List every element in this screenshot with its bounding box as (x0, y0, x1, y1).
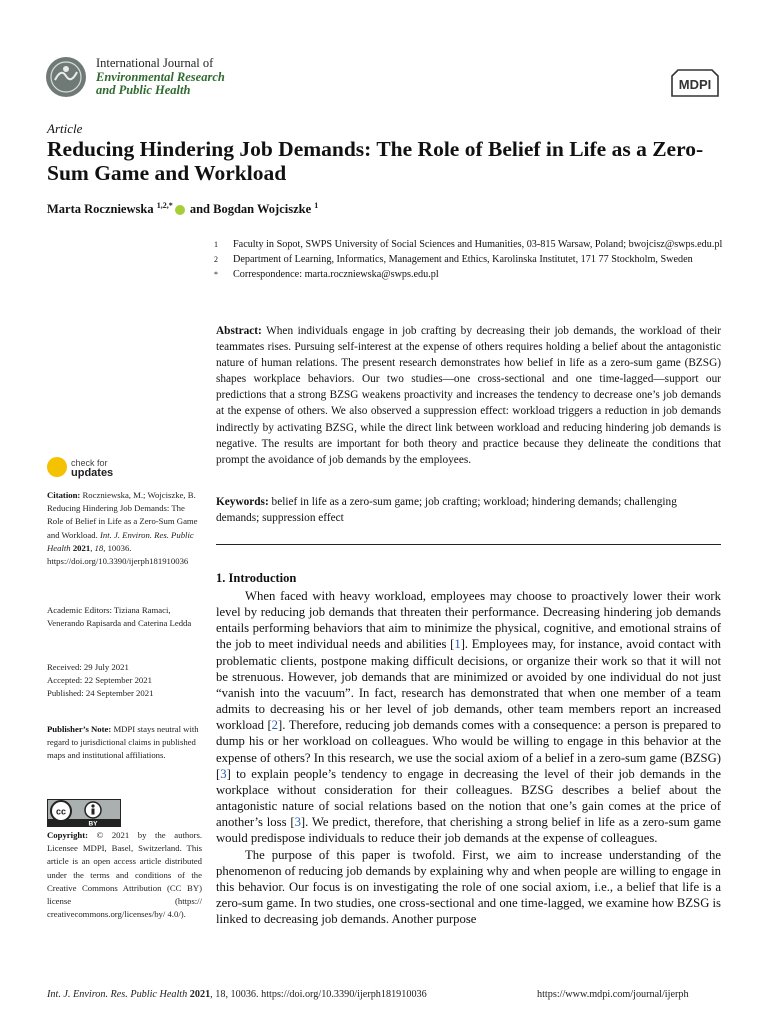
citation-ref-link[interactable]: 3 (220, 766, 227, 781)
article-type: Article (47, 121, 83, 136)
cc-label: cc (55, 806, 67, 817)
journal-name-line2: Environmental Research (96, 69, 225, 84)
intro-paragraph (216, 588, 721, 847)
keywords-label: Keywords: (216, 496, 269, 508)
affiliation-text: Faculty in Sopot, SWPS University of Social Sciences and Humanities, 03-815 Warsaw, Poland; bwojcisz@swps.edu.pl (233, 239, 723, 250)
text-run: ]. Employees may, for instance, avoid contact with problematic clients, postpone making difficult decisions, or organize their work so that it will not be strenuous. However, job demands that are minimized or avoided by one individual do not just “vanish into the vacuum”. In fact, research has demonstrated that when one member of a team admits to decreasing his or her level of job demands, other team members report an increased workload [ (216, 637, 722, 733)
publisher-note-text: MDPI stays neutral with regard to jurisdictional claims in published maps and institutional affiliations. (47, 724, 199, 761)
affiliation-number: 1 (214, 240, 218, 249)
citation-block: Citation: Roczniewska, M.; Wojciszke, B. Reducing Hindering Job Demands: The Role of Belief in Life as a Zero-Sum Game and Workload. Int. J. Environ. Res. Public Health 2021, 18, 10036. https://doi.org/10.3390/ijerph181910036 (47, 490, 198, 567)
footer-journal-url[interactable]: https://www.mdpi.com/journal/ijerph (537, 989, 689, 1000)
footer-journal: Int. J. Environ. Res. Public Health (47, 989, 188, 1000)
footer-year: 2021 (189, 989, 211, 1000)
citation-doi-link[interactable]: 10036. https://doi.org/10.3390/ijerph181910036 (47, 542, 189, 567)
orcid-icon[interactable] (175, 205, 185, 215)
citation-volume: 18 (94, 542, 104, 553)
citation-journal: Int. J. Environ. Res. Public Health (47, 529, 194, 553)
section-divider (216, 544, 721, 545)
publisher-note-label: Publisher’s Note: (47, 724, 112, 734)
dates-block (47, 661, 202, 701)
author-name[interactable]: Marta Roczniewska (47, 202, 154, 217)
affiliation-text: Correspondence: marta.roczniewska@swps.edu.pl (233, 268, 439, 280)
author-name[interactable]: Bogdan Wojciszke (213, 202, 312, 217)
copyright-text: © 2021 by the authors. Licensee MDPI, Basel, Switzerland. This article is an open access article distributed under the terms and conditions of the Creative Commons Attribution (CC BY) license (https:// creativecommons.org/licenses/by/ 4.0/). (47, 830, 202, 920)
journal-name (96, 57, 225, 98)
author-and: and (189, 202, 210, 217)
keywords-text: belief in life as a zero-sum game; job crafting; workload; hindering demands; challenging demands; suppression effect (216, 496, 677, 524)
section-heading: 1. Introduction (216, 571, 297, 585)
abstract (216, 323, 721, 468)
text-run: ] to explain people’s tendency to engage in decreasing the level of their job demands in the workplace without consideration for their colleagues. BZSG describes a belief about the antagonistic nature of social relations based on the notion that one’s gain comes at the price of another’s loss [ (216, 766, 721, 830)
introduction-text (216, 588, 721, 927)
published-date: Published: 24 September 2021 (47, 688, 154, 699)
check-updates-line1: check for (71, 458, 108, 468)
citation-ref-link[interactable]: 1 (454, 637, 461, 652)
abstract-text: When individuals engage in job crafting by decreasing their job demands, the workload of their teammates rises. Pursuing self-interest at the expense of others requires holding a belief about the antagonistic nature of human relations. The present research demonstrates how belief in life as a zero-sum game (BZSG) shapes workplace behaviors. Our two studies—one cross-sectional and one time-lagged—support our predictions that a strong BZSG weakens proactivity and increases the tendency to decrease one’s job demands at the expense of others. We also observed a suppression effect: workload triggers a reduction in job demands indirectly by activating BZSG, while the direct link between workload and reducing hindering job demands is negative. The results are important for both theory and practice because they delineate the conditions that prompt the avoidance of job demands by the employees. (216, 325, 721, 466)
author-list (47, 201, 318, 217)
cc-by-license-icon[interactable] (47, 799, 121, 827)
accepted-date: Accepted: 22 September 2021 (47, 675, 152, 686)
received-date: Received: 29 July 2021 (47, 662, 129, 672)
affiliation-number: 2 (214, 254, 218, 264)
footer-citation (47, 989, 427, 1000)
copyright-label: Copyright: (47, 830, 89, 840)
citation-label: Citation: (47, 490, 81, 500)
academic-editors: Academic Editors: Tiziana Ramaci, Venerando Rapisarda and Caterina Ledda (47, 605, 192, 629)
article-title: Reducing Hindering Job Demands: The Role of Belief in Life as a Zero-Sum Game and Workload (47, 137, 704, 185)
affiliation-item (214, 268, 724, 282)
journal-name-line1: International Journal of (96, 56, 214, 70)
citation-ref-link[interactable]: 2 (271, 718, 279, 733)
copyright-block (47, 829, 202, 921)
text-run: ]. We predict, therefore, that cherishing a strong belief in life as a zero-sum game would predispose individuals to reduce their job demands at the expense of colleagues. (216, 815, 722, 846)
text-run: ]. Therefore, reducing job demands comes with a consequence: a person is prepared to dump his or her workload on colleagues. Who would be willing to engage in this behavior at the expense of others? In this research, we use the social axiom of a belief in a zero-sum game (BZSG) [ (216, 718, 721, 781)
intro-paragraph: The purpose of this paper is twofold. First, we aim to increase understanding of the phenomenon of reducing job demands by explaining why and when people are willing to engage in this behavior. Our focus is on investigating the role of one social axiom, i.e., a belief that life is a zero-sum game. In two studies, one cross-sectional and one time-lagged, we examine how BZSG is linked to decreasing job demands. Another purpose (216, 847, 721, 927)
affiliation-number: * (214, 269, 218, 279)
author-affil-sup: 1,2,* (156, 201, 173, 210)
check-updates-line2: updates (71, 467, 114, 479)
affiliation-text: Department of Learning, Informatics, Management and Ethics, Karolinska Institutet, 171 77 Stockholm, Sweden (233, 253, 693, 265)
check-for-updates-button[interactable] (47, 457, 167, 479)
journal-name-line3: and Public Health (96, 83, 191, 97)
mdpi-logo-icon (668, 62, 722, 102)
cc-by-label: BY (88, 820, 98, 827)
author-affil-sup: 1 (314, 201, 319, 210)
text-run: When faced with heavy workload, employees may choose to proactively lower their work level by reducing job demands that threaten their performance. Decreasing hindering job demands entails performing behaviors that aim to minimize the physical, cognitive, and emotional strains of the job to meet individual needs and abilities [ (216, 589, 721, 652)
affiliations (214, 238, 724, 282)
check-updates-icon (47, 457, 67, 477)
citation-text: Roczniewska, M.; Wojciszke, B. Reducing Hindering Job Demands: The Role of Belief in Life as a Zero-Sum Game and Workload. (47, 490, 198, 540)
citation-year: 2021 (72, 542, 91, 553)
journal-logo-icon (45, 56, 87, 98)
footer-doi-link[interactable]: , 18, 10036. https://doi.org/10.3390/ijerph181910036 (210, 989, 427, 1000)
abstract-label: Abstract: (216, 325, 262, 337)
affiliation-item (214, 253, 724, 267)
publisher-note (47, 723, 202, 763)
publisher-name: MDPI (678, 77, 712, 92)
citation-ref-link[interactable]: 3 (294, 815, 301, 830)
check-updates-label (71, 458, 113, 478)
keywords (216, 494, 721, 526)
affiliation-item (214, 238, 724, 252)
